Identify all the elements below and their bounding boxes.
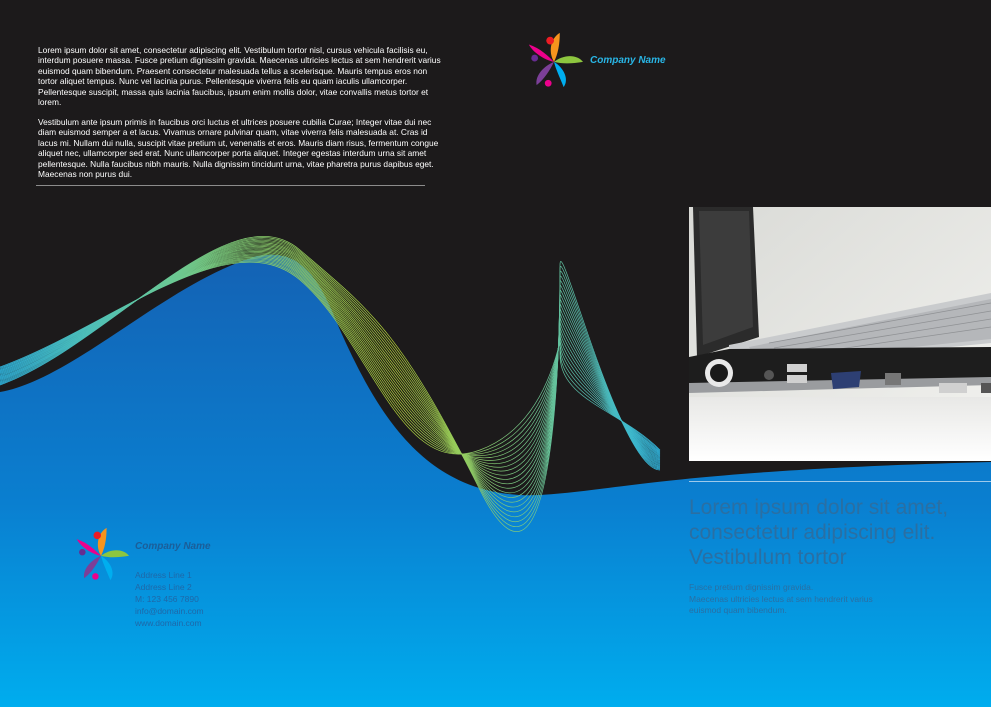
top-divider [36,185,425,186]
website-address: www.domain.com [135,618,202,628]
subtext-line: Fusce pretium dignissim gravida. [689,582,814,592]
company-name-contact: Company Name [135,541,211,552]
pinwheel-logo-icon [73,522,129,586]
laptop-photo [689,207,991,461]
address-line-2: Address Line 2 [135,582,192,592]
front-headline: Lorem ipsum dolor sit amet, consectetur adipiscing elit. Vestibulum tortor [689,496,949,569]
pinwheel-logo-icon [525,28,583,92]
front-subtext [689,582,989,617]
front-panel-divider [689,481,991,482]
contact-block [135,569,204,629]
intro-paragraph-2: Vestibulum ante ipsum primis in faucibus orci luctus et ultrices posuere cubilia Curae; Integer vitae dui nec diam euismod semper a et lacus. Vivamus ornare pulvinar quam, vitae viverra felis malesuada at. Cras id lacus mi. Nullam dui nulla, suscipit vitae pretium ut, venenatis et eros. Mauris diam risus, fermentum congue aliquet nec, ullamcorper sed erat. Nunc ullamcorper porta aliquet. Integer egestas interdum urna sit amet pellentesque. Nulla faucibus nibh mauris. Nulla dignissim tincidunt urna, vitae pharetra purus dapibus eget. Maecenas non purus dui. [38,117,439,180]
address-line-1: Address Line 1 [135,570,192,580]
phone-number: M: 123 456 7890 [135,594,199,604]
email-address: info@domain.com [135,606,204,616]
subtext-line: Maecenas ultricies lectus at sem hendrerit varius [689,593,873,604]
intro-paragraph-1: Lorem ipsum dolor sit amet, consectetur adipiscing elit. Vestibulum tortor nisl, cursus vehicula facilisis eu, interdum posuere massa. Fusce pretium dignissim gravida. Maecenas ultricies lectus at sem hendrerit varius euismod quam bibendum. Praesent consectetur malesuada tellus a scelerisque. Mauris tempus eros non tortor aliquet tempus. Nunc vel lacinia purus. Pellentesque viverra felis eu quam iaculis ullamcorper. Pellentesque suscipit, massa quis lacinia faucibus, ipsum enim mollis dolor, vitae convallis metus tortor et lorem. [38,45,441,108]
company-name-top: Company Name [590,55,666,66]
subtext-line: euismod quam bibendum. [689,605,787,615]
